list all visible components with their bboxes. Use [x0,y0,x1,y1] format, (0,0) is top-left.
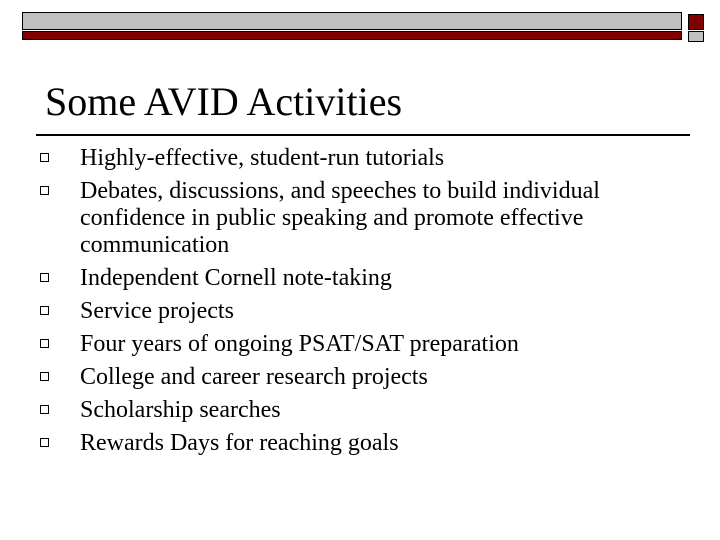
bullet-item [36,364,656,391]
bullet-item [36,331,656,358]
corner-square-gray [688,31,704,42]
top-band-gray [22,12,682,30]
hollow-square-icon [40,153,49,162]
bullet-item [36,265,656,292]
bullet-item [36,298,656,325]
bullet-text: Rewards Days for reaching goals [80,430,399,456]
bullet-text: Debates, discussions, and speeches to build individual confidence in public speaking and promote effective communication [80,178,600,258]
slide-title: Some AVID Activities [45,79,403,124]
bullet-text: Four years of ongoing PSAT/SAT preparation [80,331,519,357]
corner-square-maroon [688,14,704,30]
hollow-square-icon [40,438,49,447]
bullet-item [36,397,656,424]
hollow-square-icon [40,339,49,348]
bullet-text: Highly-effective, student-run tutorials [80,145,445,171]
bullet-text: Service projects [80,298,234,324]
bullet-item [36,178,656,259]
title-divider [36,134,690,136]
bullet-text: Independent Cornell note-taking [80,265,392,291]
hollow-square-icon [40,186,49,195]
hollow-square-icon [40,273,49,282]
bullet-text: Scholarship searches [80,397,281,423]
top-band-maroon [22,31,682,40]
bullet-list [36,145,656,463]
bullet-text: College and career research projects [80,364,428,390]
hollow-square-icon [40,372,49,381]
hollow-square-icon [40,405,49,414]
bullet-item [36,145,656,172]
bullet-item [36,430,656,457]
hollow-square-icon [40,306,49,315]
